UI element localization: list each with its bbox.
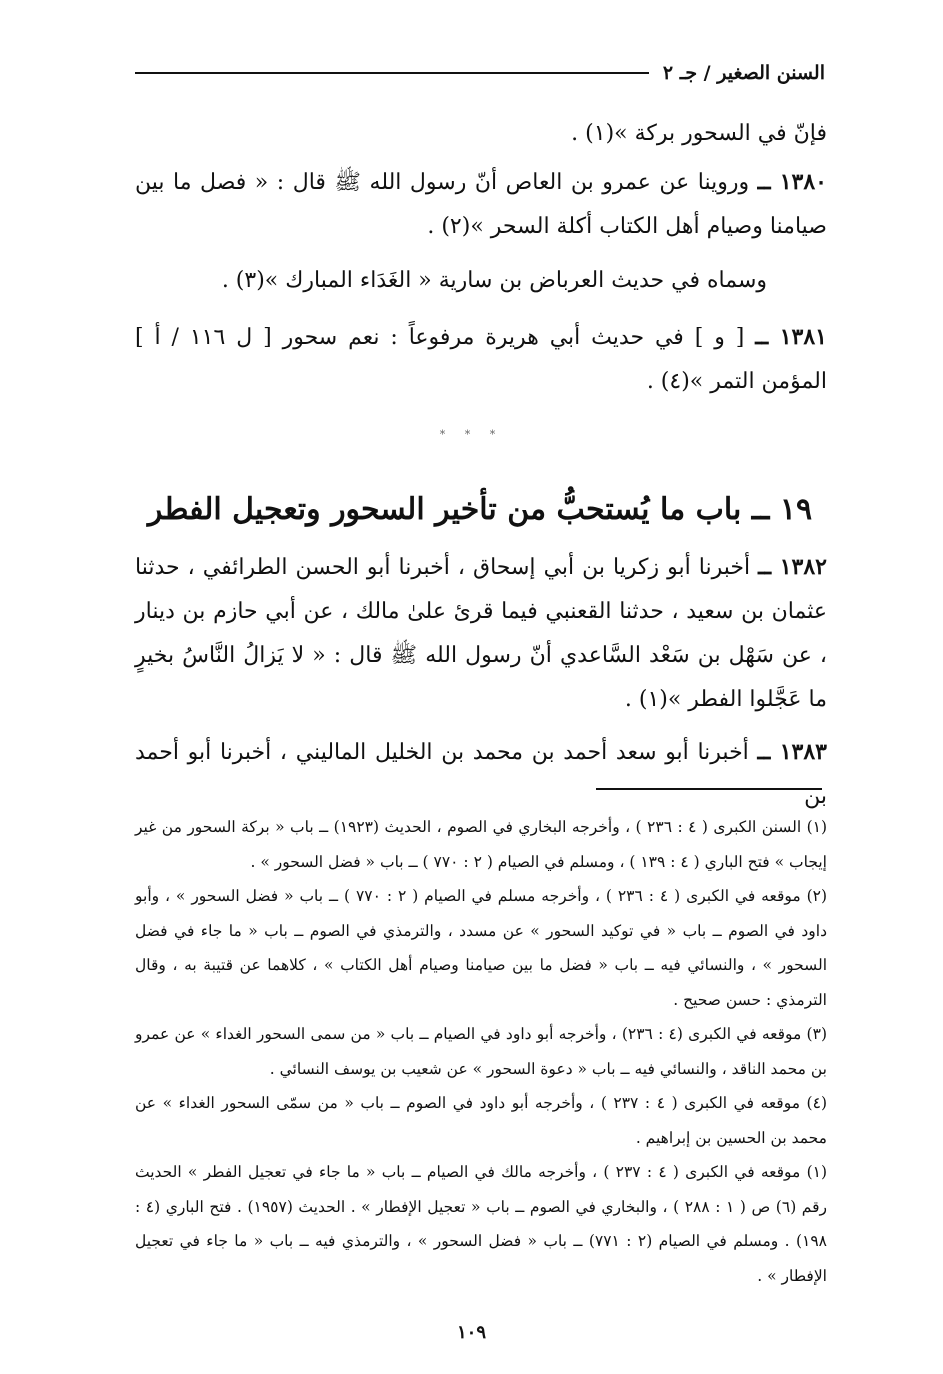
hadith-1382 bbox=[135, 545, 827, 722]
footnote-5: (١) موقعه في الكبرى ( ٤ : ٢٣٧ ) ، وأخرجه مالك في الصيام ــ باب « ما جاء في تعجيل الفطر » الحديث رقم (٦) ص ( ١ : ٢٨٨ ) ، والبخاري في الصوم ــ باب « تعجيل الإفطار » . الحديث (١٩٥٧) . فتح الباري (٤ : ١٩٨) . ومسلم في الصيام (٢ : ٧٧١) ــ باب « فضل السحور » ، والترمذي فيه ــ باب « ما جاء في تعجيل الإفطار » . bbox=[135, 1163, 828, 1285]
hadith-text: أخبرنا أبو زكريا بن أبي إسحاق ، أخبرنا أبو الحسن الطرائفي ، حدثنا عثمان بن سعيد ، حدثنا القعنبي فيما قرئ علىٰ مالك ، عن أبي حازم بن دينار ، عن سَهْل بن سَعْد السَّاعدي أنّ رسول الله ﷺ قال : « لا يَزالُ النَّاسُ بخيرٍ ما عَجَّلوا الفطر »(١) . bbox=[135, 555, 827, 712]
footnote-4: (٤) موقعه في الكبرى ( ٤ : ٢٣٧ ) ، وأخرجه أبو داود في الصوم ــ باب « من سمّى السحور الغداء » عن محمد بن الحسين بن إبراهيم . bbox=[135, 1094, 827, 1147]
footnote-3: (٣) موقعه في الكبرى (٤ : ٢٣٦) ، وأخرجه أبو داود في الصيام ــ باب « من سمى السحور الغداء » عن عمرو بن محمد الناقد ، والنسائي فيه ــ باب « دعوة السحور » عن شعيب بن يوسف النسائي . bbox=[135, 1025, 827, 1078]
hadith-1380 bbox=[135, 160, 827, 249]
footnote-2: (٢) موقعه في الكبرى ( ٤ : ٢٣٦ ) ، وأخرجه مسلم في الصيام ( ٢ : ٧٧٠ ) ــ باب « فضل السحور » ، وأبو داود في الصوم ــ باب « في توكيد السحور » عن مسدد ، والترمذي في الصوم ــ باب « ما جاء في فضل السحور » ، والنسائي فيه ــ باب « فضل ما بين صيامنا وصيام أهل الكتاب » ، كلاهما عن قتيبة به ، وقال الترمذي : حسن صحيح . bbox=[135, 887, 828, 1009]
chapter-title: ١٩ ــ باب ما يُستحبُّ من تأخير السحور وتعجيل الفطر bbox=[147, 492, 813, 527]
hadith-number: ١٣٨٠ ــ bbox=[757, 169, 827, 195]
top-text-block bbox=[135, 112, 827, 404]
hadith-1381 bbox=[135, 315, 827, 404]
hadith-text: [ و ] في حديث أبي هريرة مرفوعاً : نعم سحور [ ل ١١٦ / أ ] المؤمن التمر »(٤) . bbox=[135, 325, 827, 394]
bottom-text-block bbox=[135, 545, 827, 819]
paragraph-continuation bbox=[135, 112, 827, 156]
footnote-divider bbox=[596, 788, 822, 790]
footnote-1: (١) السنن الكبرى ( ٤ : ٢٣٦ ) ، وأخرجه البخاري في الصوم ، الحديث (١٩٢٣) ــ باب « بركة السحور من غير إيجاب » فتح الباري ( ٤ : ١٣٩ ) ، ومسلم في الصيام ( ٢ : ٧٧٠ ) ــ باب « فضل السحور » . bbox=[135, 818, 828, 871]
running-header bbox=[135, 58, 825, 88]
footnotes bbox=[135, 810, 827, 1293]
hadith-1383 bbox=[135, 730, 827, 819]
header-title: السنن الصغير / جـ ٢ bbox=[662, 62, 825, 84]
hadith-text: أخبرنا أبو سعد أحمد بن محمد بن الخليل الماليني ، أخبرنا أبو أحمد بن bbox=[135, 740, 827, 809]
hadith-number: ١٣٨١ ــ bbox=[755, 324, 827, 350]
paragraph-text: فإنّ في السحور بركة »(١) . bbox=[571, 121, 827, 146]
hadith-text: وروينا عن عمرو بن العاص أنّ رسول الله ﷺ قال : « فصل ما بين صيامنا وصيام أهل الكتاب أكلة السحر »(٢) . bbox=[135, 170, 827, 239]
header-rule bbox=[135, 72, 649, 74]
hadith-number: ١٣٨٢ ــ bbox=[758, 554, 827, 580]
paragraph-text: وسماه في حديث العرباض بن سارية « الغَدَاء المبارك »(٣) . bbox=[221, 268, 767, 293]
page-number: ١٠٩ bbox=[456, 1322, 486, 1343]
paragraph-ghadaa bbox=[135, 259, 827, 303]
hadith-number: ١٣٨٣ ــ bbox=[757, 739, 827, 765]
section-separator: * * * bbox=[439, 428, 504, 441]
